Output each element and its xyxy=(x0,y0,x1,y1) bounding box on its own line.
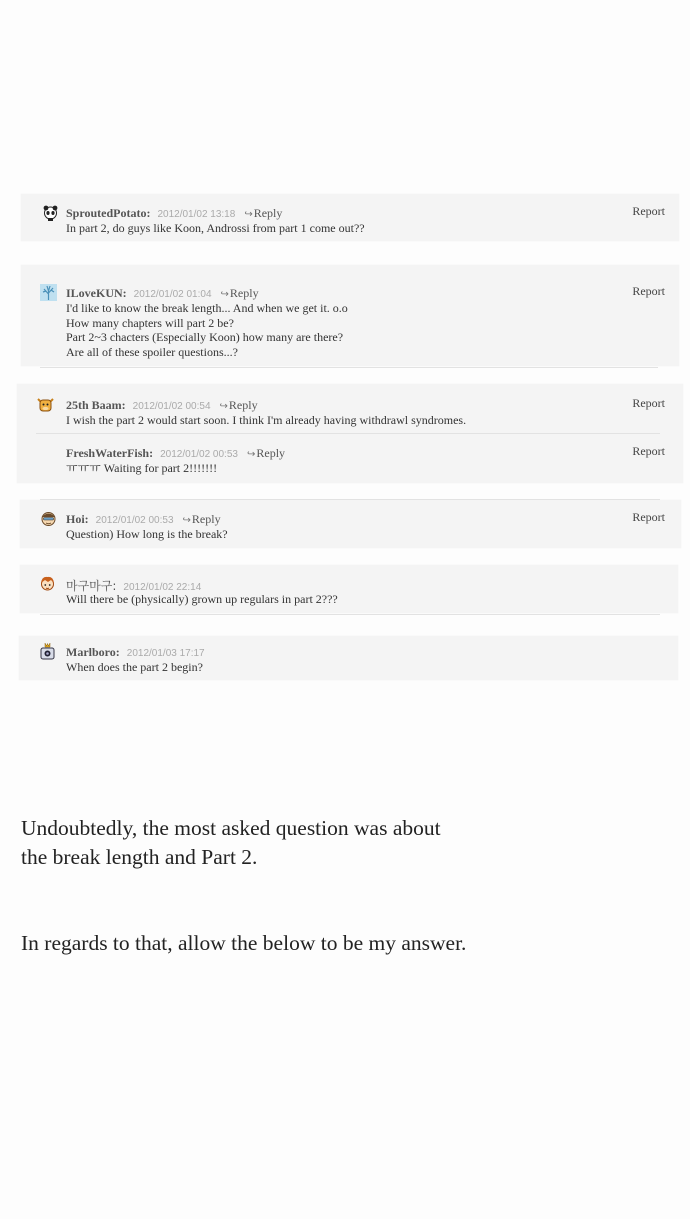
comment-body: When does the part 2 begin? xyxy=(66,660,203,674)
reply-button[interactable]: ↪Reply xyxy=(182,512,221,526)
reply-arrow-icon: ↪ xyxy=(182,515,191,526)
comment-date: 2012/01/02 00:54 xyxy=(132,401,211,412)
comment-date: 2012/01/02 13:18 xyxy=(157,209,236,220)
comment-body: I'd like to know the break length... And when we get it. o.o How many chapters will part 2 be? Part 2~3 chacters (Especially Koon) how many are there? Are all of these spoiler questions...? xyxy=(66,301,348,359)
comment-date: 2012/01/02 00:53 xyxy=(95,515,174,526)
comment-body: I wish the part 2 would start soon. I think I'm already having withdrawl syndromes. xyxy=(66,413,467,427)
comment-body: Question) How long is the break? xyxy=(66,527,228,541)
reply-arrow-icon: ↪ xyxy=(220,289,229,300)
comment-body: In part 2, do guys like Koon, Androssi from part 1 come out?? xyxy=(66,221,365,235)
reply-button[interactable]: ↪Reply xyxy=(246,446,286,460)
prose-paragraph-1: Undoubtedly, the most asked question was about the break length and Part 2. xyxy=(21,816,441,869)
comment-author: FreshWaterFish: xyxy=(66,446,154,460)
comment-header xyxy=(66,398,258,413)
panda-icon xyxy=(42,204,59,221)
face-icon xyxy=(40,510,57,527)
divider xyxy=(40,614,660,615)
comment-author: Marlboro: xyxy=(66,645,120,659)
divider xyxy=(40,367,658,368)
comment-header xyxy=(66,206,282,221)
comment-date: 2012/01/03 17:17 xyxy=(126,648,205,659)
comment-date: 2012/01/02 01:04 xyxy=(133,289,212,300)
comment-date: 2012/01/02 00:53 xyxy=(160,449,238,460)
report-button[interactable]: Report xyxy=(632,284,665,298)
comment-header xyxy=(66,512,221,527)
reply-button[interactable]: ↪Reply xyxy=(219,398,258,412)
reply-arrow-icon: ↪ xyxy=(246,449,256,460)
reply-arrow-icon: ↪ xyxy=(219,401,228,412)
comment-header xyxy=(66,645,205,660)
report-button[interactable]: Report xyxy=(632,510,665,524)
divider xyxy=(40,499,660,500)
boy-icon xyxy=(39,575,56,592)
cow-icon xyxy=(37,396,54,413)
comment-header xyxy=(66,446,285,461)
reply-arrow-icon: ↪ xyxy=(244,209,253,220)
reply-button[interactable]: ↪Reply xyxy=(220,286,259,300)
report-button[interactable]: Report xyxy=(632,396,665,410)
comment-body: ㅠㅠㅠ Waiting for part 2!!!!!!! xyxy=(66,461,218,475)
comment-author: ILoveKUN: xyxy=(66,286,127,300)
reply-button[interactable]: ↪Reply xyxy=(244,206,283,220)
report-button[interactable]: Report xyxy=(632,444,665,458)
comment-author: Hoi: xyxy=(66,512,89,526)
comment-author: 마구마구: xyxy=(66,579,117,593)
prose-paragraph-2: In regards to that, allow the below to be my answer. xyxy=(21,931,467,955)
comment-author: SproutedPotato: xyxy=(66,206,151,220)
comment-author: 25th Baam: xyxy=(66,398,126,412)
king-icon xyxy=(39,643,56,660)
comment-header xyxy=(66,286,259,301)
report-button[interactable]: Report xyxy=(632,204,665,218)
comment-body: Will there be (physically) grown up regulars in part 2??? xyxy=(66,592,338,606)
divider xyxy=(36,433,660,434)
tree-icon xyxy=(40,284,57,301)
comment-date: 2012/01/02 22:14 xyxy=(123,582,202,593)
